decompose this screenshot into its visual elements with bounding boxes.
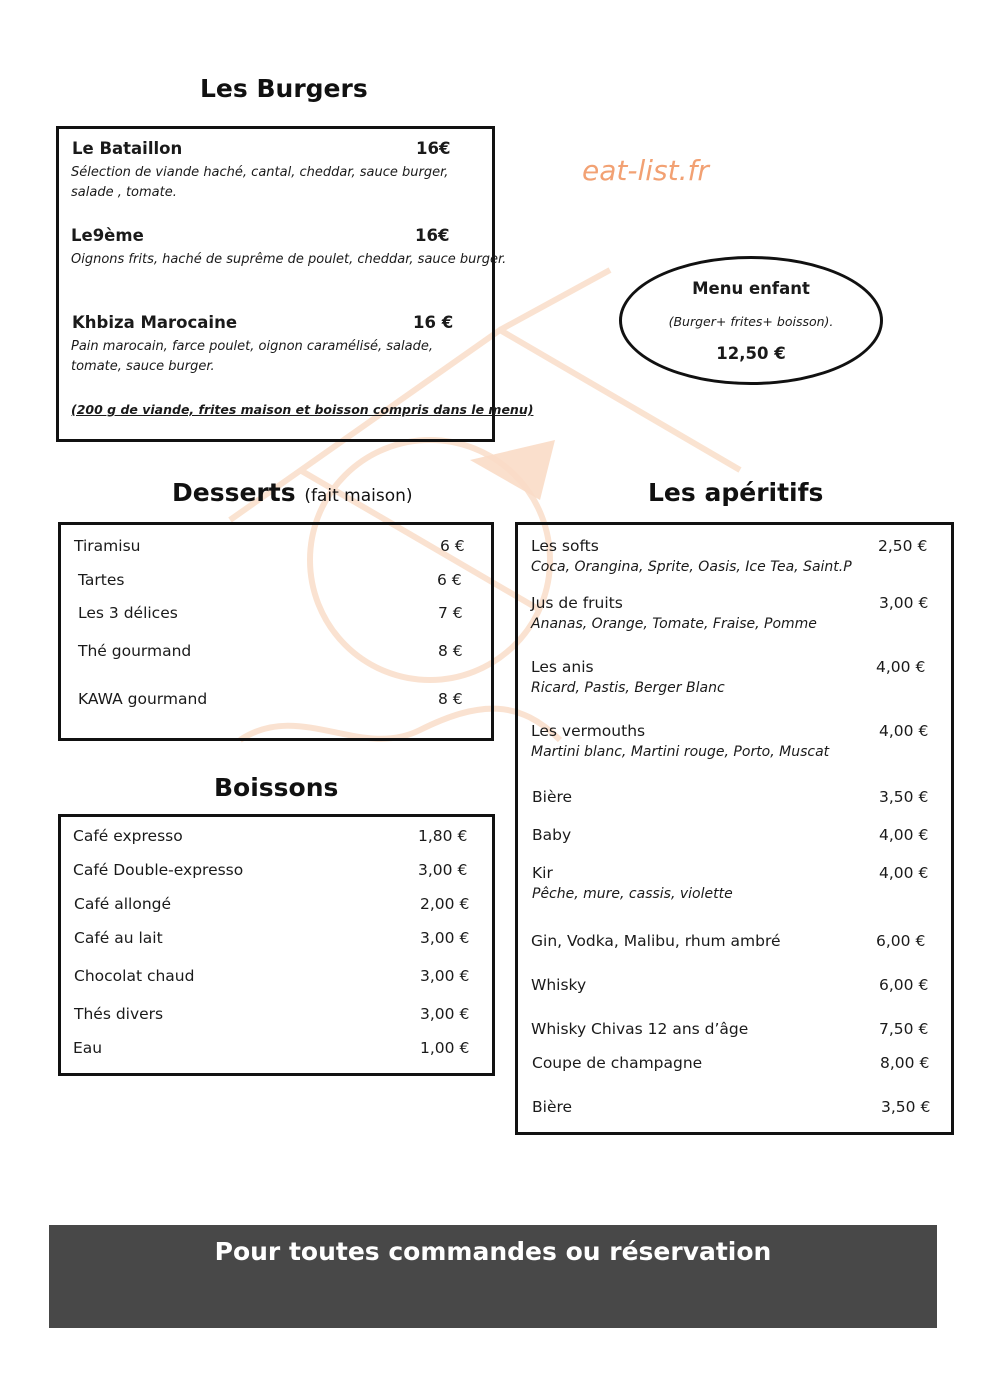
footer-banner	[49, 1225, 937, 1328]
aperitif-price: 3,50 €	[879, 788, 929, 806]
boisson-price: 3,00 €	[418, 861, 468, 879]
aperitif-price: 4,00 €	[876, 658, 926, 676]
aperitif-description: Martini blanc, Martini rouge, Porto, Muscat	[531, 744, 830, 760]
aperitif-name: Whisky Chivas 12 ans d’âge	[531, 1020, 749, 1038]
aperitif-name: Les anis	[531, 658, 594, 676]
dessert-name: KAWA gourmand	[78, 690, 208, 708]
boisson-price: 3,00 €	[420, 1005, 470, 1023]
aperitif-price: 2,50 €	[878, 537, 928, 555]
boisson-price: 3,00 €	[420, 967, 470, 985]
boissons-title: Boissons	[214, 773, 339, 802]
boisson-name: Café au lait	[74, 929, 163, 947]
burger-price: 16 €	[413, 313, 454, 332]
boisson-name: Café Double-expresso	[73, 861, 244, 879]
boisson-name: Café expresso	[73, 827, 183, 845]
aperitif-price: 4,00 €	[879, 722, 929, 740]
aperitif-name: Les vermouths	[531, 722, 646, 740]
aperitifs-title: Les apéritifs	[648, 478, 824, 507]
boissons-box	[58, 814, 495, 1076]
boisson-name: Chocolat chaud	[74, 967, 195, 985]
boisson-price: 1,00 €	[420, 1039, 470, 1057]
desserts-title-text: Desserts	[172, 478, 296, 507]
aperitif-description: Ananas, Orange, Tomate, Fraise, Pomme	[531, 616, 817, 632]
aperitif-price: 3,00 €	[879, 594, 929, 612]
menu-enfant-oval	[619, 256, 883, 385]
aperitif-price: 6,00 €	[876, 932, 926, 950]
aperitif-name: Whisky	[531, 976, 587, 994]
aperitif-name: Kir	[532, 864, 553, 882]
aperitif-name: Gin, Vodka, Malibu, rhum ambré	[531, 932, 781, 950]
boisson-price: 3,00 €	[420, 929, 470, 947]
dessert-price: 8 €	[438, 690, 463, 708]
boisson-name: Eau	[73, 1039, 103, 1057]
desserts-subtitle: (fait maison)	[304, 486, 413, 506]
burgers-title: Les Burgers	[200, 74, 368, 103]
aperitif-description: Pêche, mure, cassis, violette	[532, 886, 733, 902]
boisson-price: 1,80 €	[418, 827, 468, 845]
burger-price: 16€	[416, 139, 451, 158]
dessert-price: 6 €	[440, 537, 465, 555]
aperitif-price: 3,50 €	[881, 1098, 931, 1116]
burger-name: Le Bataillon	[72, 139, 183, 158]
desserts-title	[172, 478, 413, 507]
aperitif-price: 8,00 €	[880, 1054, 930, 1072]
menu-enfant-title: Menu enfant	[692, 279, 810, 298]
dessert-price: 6 €	[437, 571, 462, 589]
burger-name: Le9ème	[71, 226, 144, 245]
aperitif-price: 7,50 €	[879, 1020, 929, 1038]
aperitif-description: Coca, Orangina, Sprite, Oasis, Ice Tea, Saint.P	[531, 559, 852, 575]
boisson-price: 2,00 €	[420, 895, 470, 913]
aperitif-price: 4,00 €	[879, 826, 929, 844]
burgers-note: (200 g de viande, frites maison et boisson compris dans le menu)	[71, 402, 534, 417]
aperitif-name: Bière	[532, 1098, 573, 1116]
boisson-name: Café allongé	[74, 895, 172, 913]
aperitif-name: Coupe de champagne	[532, 1054, 703, 1072]
aperitif-name: Jus de fruits	[531, 594, 623, 612]
burger-name: Khbiza Marocaine	[72, 313, 238, 332]
menu-enfant-price: 12,50 €	[716, 344, 786, 363]
dessert-price: 7 €	[438, 604, 463, 622]
aperitif-name: Bière	[532, 788, 573, 806]
dessert-name: Les 3 délices	[78, 604, 178, 622]
aperitif-name: Baby	[532, 826, 572, 844]
dessert-price: 8 €	[438, 642, 463, 660]
burger-description: Pain marocain, farce poulet, oignon caramélisé, salade, tomate, sauce burger.	[71, 339, 433, 374]
menu-enfant-description: (Burger+ frites+ boisson).	[668, 314, 834, 329]
burger-description: Oignons frits, haché de suprême de poulet, cheddar, sauce burger.	[71, 252, 507, 267]
watermark-text: eat-list.fr	[582, 154, 709, 187]
dessert-name: Tiramisu	[74, 537, 141, 555]
aperitifs-box	[515, 522, 954, 1135]
footer-text: Pour toutes commandes ou réservation	[214, 1237, 772, 1266]
burger-price: 16€	[415, 226, 450, 245]
aperitif-description: Ricard, Pastis, Berger Blanc	[531, 680, 725, 696]
desserts-box	[58, 522, 494, 741]
boisson-name: Thés divers	[74, 1005, 164, 1023]
burgers-box	[56, 126, 534, 442]
burger-description: Sélection de viande haché, cantal, cheddar, sauce burger, salade , tomate.	[71, 165, 449, 200]
aperitif-price: 6,00 €	[879, 976, 929, 994]
dessert-name: Thé gourmand	[78, 642, 192, 660]
dessert-name: Tartes	[78, 571, 125, 589]
aperitif-price: 4,00 €	[879, 864, 929, 882]
aperitif-name: Les softs	[531, 537, 599, 555]
